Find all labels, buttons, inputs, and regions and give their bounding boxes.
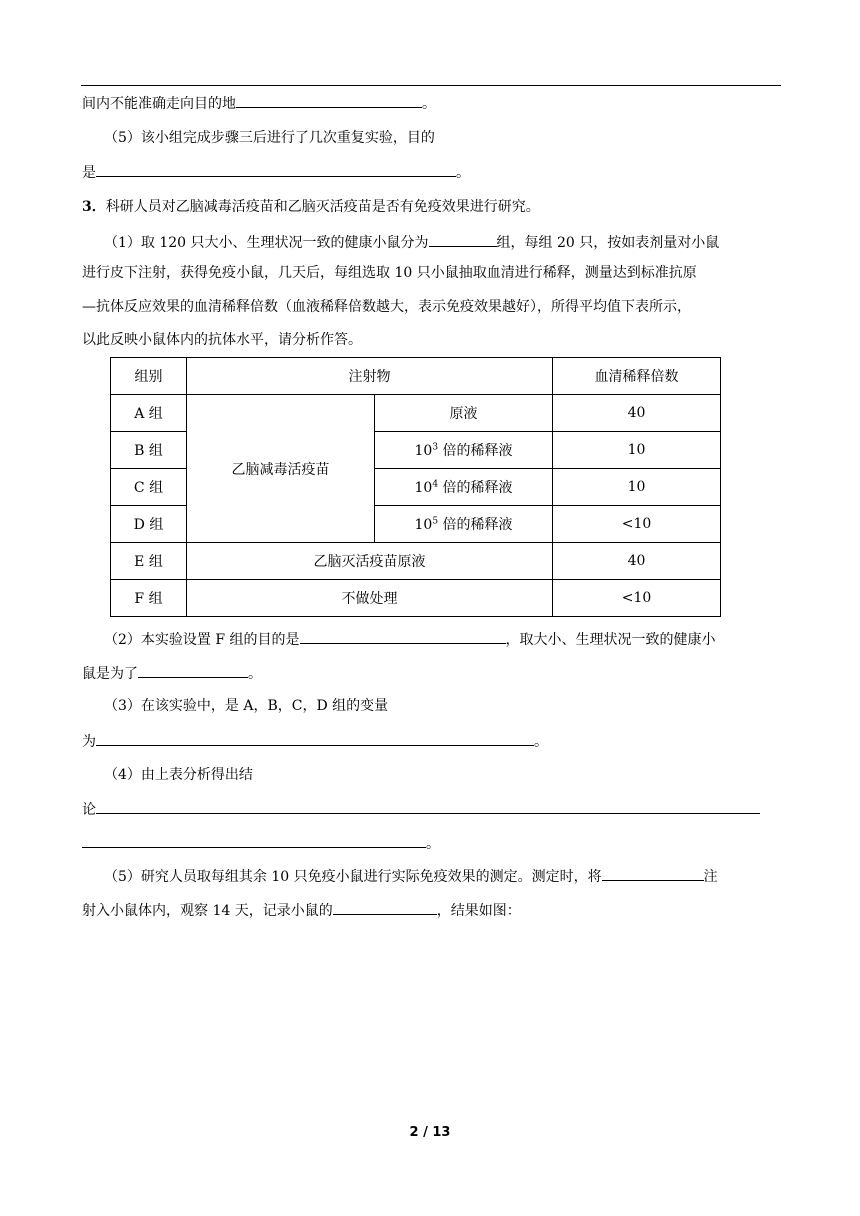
text-line: （4）由上表分析得出结 [104, 767, 253, 783]
table-cell: F 组 [111, 580, 187, 617]
table-cell: B 组 [111, 432, 187, 469]
answer-blank[interactable] [96, 160, 456, 177]
table-cell: E 组 [111, 543, 187, 580]
page-number: 2 / 13 [409, 1125, 451, 1140]
table-cell: <10 [553, 580, 721, 617]
answer-blank[interactable] [236, 91, 422, 108]
table-cell: 不做处理 [187, 580, 553, 617]
answer-blank[interactable] [333, 898, 437, 915]
table-cell: 40 [553, 395, 721, 432]
table-cell: $10^4$ 倍的稀释液 [375, 469, 553, 506]
text-line: —抗体反应效果的血清稀释倍数（血液稀释倍数越大，表示免疫效果越好），所得平均值下表所示， [82, 299, 691, 315]
table-row [111, 395, 721, 432]
table-cell: 原液 [375, 395, 553, 432]
text-line: 是 。 [82, 160, 470, 184]
table-header-cell: 组别 [111, 358, 187, 395]
answer-blank[interactable] [300, 627, 506, 644]
answer-blank[interactable] [96, 729, 534, 746]
answer-blank[interactable] [82, 831, 426, 848]
answer-blank[interactable] [138, 661, 248, 678]
answer-blank[interactable] [602, 864, 704, 881]
question-3-title: 3．科研人员对乙脑减毒活疫苗和乙脑灭活疫苗是否有免疫效果进行研究。 [82, 199, 540, 215]
text-line: 论 [82, 797, 760, 821]
table-cell: 40 [553, 543, 721, 580]
table-cell: C 组 [111, 469, 187, 506]
text-line: 进行皮下注射，获得免疫小鼠，几天后，每组选取 10 只小鼠抽取血清进行稀释，测量达到标准抗原 [82, 265, 697, 281]
table-cell: 10 [553, 432, 721, 469]
table-cell: 乙脑减毒活疫苗 [187, 395, 375, 543]
answer-blank[interactable] [429, 230, 497, 247]
text-line: 以此反映小鼠体内的抗体水平，请分析作答。 [82, 332, 362, 348]
table-cell: 10 [553, 469, 721, 506]
header-rule [81, 85, 781, 86]
table-cell: <10 [553, 506, 721, 543]
table-cell: $10^3$ 倍的稀释液 [375, 432, 553, 469]
text-line: 鼠是为了 。 [82, 661, 262, 685]
table-cell: $10^5$ 倍的稀释液 [375, 506, 553, 543]
table-header-cell: 血清稀释倍数 [553, 358, 721, 395]
text-line: 射入小鼠体内，观察 14 天，记录小鼠的 ，结果如图： [82, 898, 521, 922]
answer-blank[interactable] [96, 797, 760, 814]
table-row [111, 543, 721, 580]
text-line: 间内不能准确走向目的地 。 [82, 91, 436, 115]
table-header-row [111, 358, 721, 395]
text-line: （3）在该实验中，是 A，B，C，D 组的变量 [104, 698, 389, 714]
table-header-cell: 注射物 [187, 358, 553, 395]
table-cell: A 组 [111, 395, 187, 432]
data-table [110, 357, 721, 617]
table-cell: D 组 [111, 506, 187, 543]
table-row [111, 580, 721, 617]
text-line: （1）取 120 只大小、生理状况一致的健康小鼠分为 组，每组 20 只，按如表剂量对小鼠 [104, 230, 719, 254]
text-line: （5）该小组完成步骤三后进行了几次重复实验，目的 [104, 130, 435, 146]
text-line: （2）本实验设置 F 组的目的是 ，取大小、生理状况一致的健康小 [104, 627, 716, 651]
text-line: 为 。 [82, 729, 548, 753]
text-line: 。 [82, 831, 440, 855]
text-line: （5）研究人员取每组其余 10 只免疫小鼠进行实际免疫效果的测定。测定时，将 注 [104, 864, 718, 888]
table-cell: 乙脑灭活疫苗原液 [187, 543, 553, 580]
